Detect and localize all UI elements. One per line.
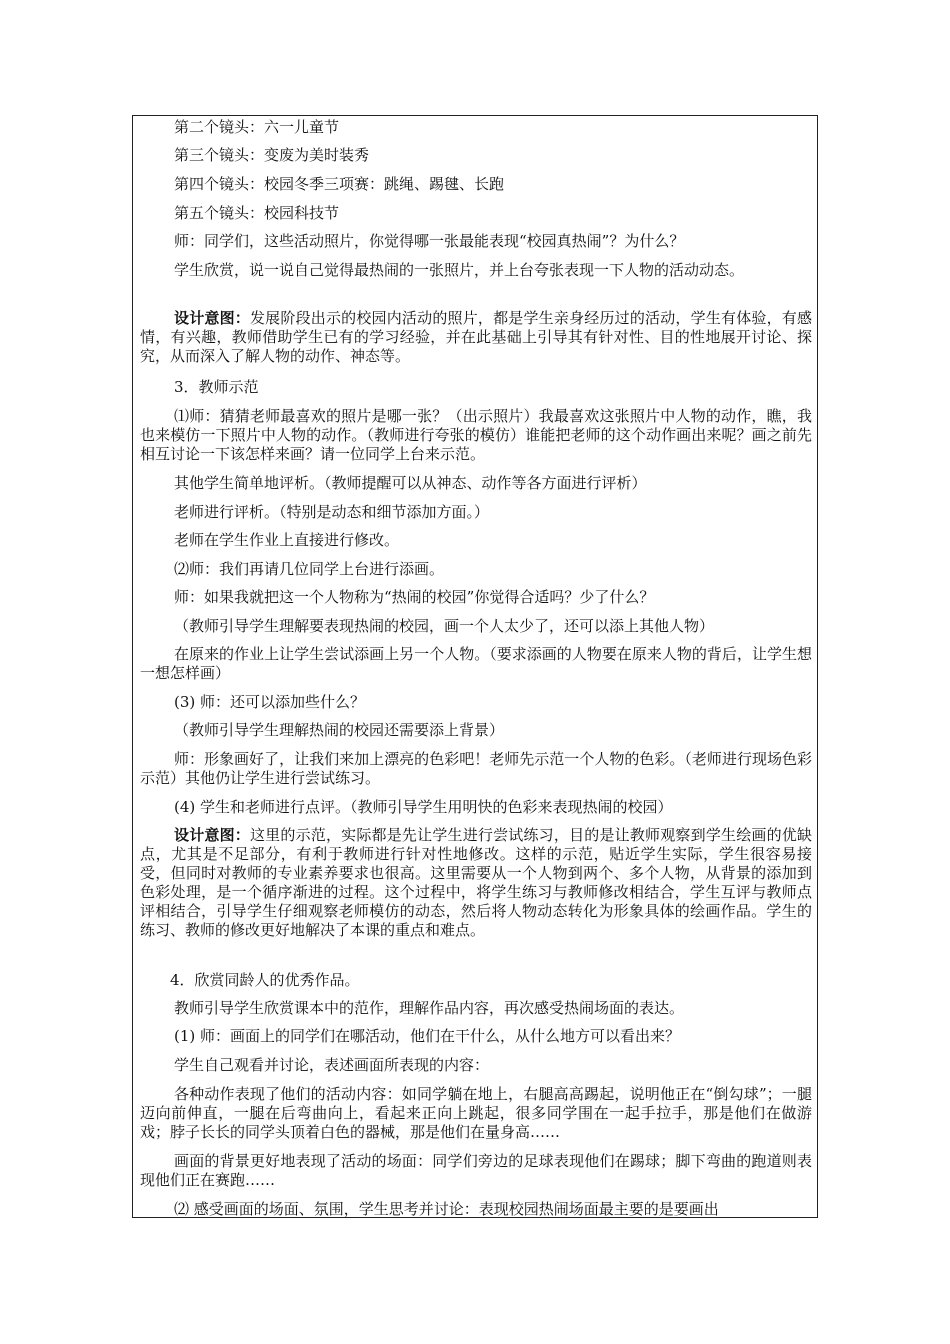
paragraph-7 [140,378,812,397]
paragraph-text: 师：同学们，这些活动照片，你觉得哪一张最能表现“校园真热闹”？为什么？ [174,232,685,250]
paragraph-24 [140,1056,812,1075]
paragraph-6 [140,309,812,366]
paragraph-23 [140,1027,812,1046]
paragraph-1 [140,146,812,165]
paragraph-8 [140,407,812,464]
paragraph-text: 第二个镜头：六一儿童节 [174,118,340,136]
paragraph-text: 师：形象画好了，让我们来加上漂亮的色彩吧！老师先示范一个人物的色彩。（老师进行现场色彩示范）其他仍让学生进行尝试练习。 [140,750,812,787]
paragraph-3 [140,204,812,223]
paragraph-text: （教师引导学生理解要表现热闹的校园，画一个人太少了，还可以添上其他人物） [174,617,715,635]
paragraph-text: ⑵ 感受画面的场面、氛围，学生思考并讨论：表现校园热闹场面最主要的是要画出 [174,1200,719,1218]
paragraph-text: 其他学生简单地评析。（教师提醒可以从神态、动作等各方面进行评析） [174,474,647,492]
paragraph-text: (1) 师：画面上的同学们在哪活动，他们在干什么，从什么地方可以看出来？ [174,1027,681,1045]
paragraph-18 [140,750,812,788]
paragraph-19 [140,798,812,817]
paragraph-text: 教师引导学生欣赏课本中的范作，理解作品内容，再次感受热闹场面的表达。 [174,999,685,1017]
paragraph-text: 学生自己观看并讨论，表述画面所表现的内容： [174,1056,490,1074]
paragraph-text: 发展阶段出示的校园内活动的照片，都是学生亲身经历过的活动，学生有体验，有感情，有兴趣，教师借助学生已有的学习经验，并在此基础上引导其有针对性、目的性地展开讨论、探究，从而深入了解人物的动作、神态等。 [140,309,812,365]
paragraph-15 [140,645,812,683]
design-intent-label: 设计意图： [174,309,250,327]
paragraph-13 [140,588,812,607]
paragraph-text: 第四个镜头：校园冬季三项赛：跳绳、踢毽、长跑 [174,175,505,193]
paragraph-25 [140,1085,812,1142]
paragraph-text: 学生欣赏，说一说自己觉得最热闹的一张照片，并上台夸张表现一下人物的活动动态。 [174,261,745,279]
design-intent-label: 设计意图： [174,826,250,844]
paragraph-text: 4．欣赏同龄人的优秀作品。 [170,971,360,989]
paragraph-text: 老师进行评析。（特别是动态和细节添加方面。） [174,503,490,521]
paragraph-4 [140,232,812,251]
paragraph-9 [140,474,812,493]
paragraph-10 [140,503,812,522]
paragraph-5 [140,261,812,280]
paragraph-0 [140,118,812,137]
paragraph-text: 画面的背景更好地表现了活动的场面：同学们旁边的足球表现他们在踢球；脚下弯曲的跑道则表现他们正在赛跑…… [140,1152,812,1189]
paragraph-text: ⑴师：猜猜老师最喜欢的照片是哪一张？（出示照片）我最喜欢这张照片中人物的动作，瞧，我也来模仿一下照片中人物的动作。（教师进行夸张的模仿）谁能把老师的这个动作画出来呢？画之前先相互讨论一下该怎样来画？请一位同学上台来示范。 [140,407,812,463]
paragraph-text: 第五个镜头：校园科技节 [174,204,340,222]
paragraph-21 [140,971,812,990]
paragraph-text: 3．教师示范 [174,378,259,396]
paragraph-text: (3) 师：还可以添加些什么？ [174,693,366,711]
paragraph-text: 老师在学生作业上直接进行修改。 [174,531,400,549]
paragraph-text: （教师引导学生理解热闹的校园还需要添上背景） [174,721,505,739]
paragraph-2 [140,175,812,194]
paragraph-17 [140,721,812,740]
paragraph-14 [140,617,812,636]
paragraph-text: 第三个镜头：变废为美时装秀 [174,146,370,164]
paragraph-text: 师：如果我就把这一个人物称为“热闹的校园”你觉得合适吗？少了什么？ [174,588,655,606]
paragraph-20 [140,826,812,940]
paragraph-11 [140,531,812,550]
paragraph-text: 在原来的作业上让学生尝试添画上另一个人物。（要求添画的人物要在原来人物的背后，让学生想一想怎样画） [140,645,812,682]
paragraph-27 [140,1200,812,1219]
paragraph-26 [140,1152,812,1190]
paragraph-text: (4) 学生和老师进行点评。（教师引导学生用明快的色彩来表现热闹的校园） [174,798,673,816]
paragraph-text: 这里的示范，实际都是先让学生进行尝试练习，目的是让教师观察到学生绘画的优缺点，尤其是不足部分，有利于教师进行针对性地修改。这样的示范，贴近学生实际，学生很容易接受，但同时对教师的专业素养要求也很高。这里需要从一个人物到两个、多个人物，从背景的添加到色彩处理，是一个循序渐进的过程。这个过程中，将学生练习与教师修改相结合，学生互评与教师点评相结合，引导学生仔细观察老师模仿的动态，然后将人物动态转化为形象具体的绘画作品。学生的练习、教师的修改更好地解决了本课的重点和难点。 [140,826,812,939]
paragraph-12 [140,560,812,579]
paragraph-16 [140,693,812,712]
paragraph-22 [140,999,812,1018]
paragraph-text: 各种动作表现了他们的活动内容：如同学躺在地上，右腿高高踢起，说明他正在“倒勾球”；一腿迈向前伸直，一腿在后弯曲向上，看起来正向上跳起，很多同学围在一起手拉手，那是他们在做游戏；脖子长长的同学头顶着白色的器械，那是他们在量身高…… [140,1085,812,1141]
paragraph-text: ⑵师：我们再请几位同学上台进行添画。 [174,560,445,578]
